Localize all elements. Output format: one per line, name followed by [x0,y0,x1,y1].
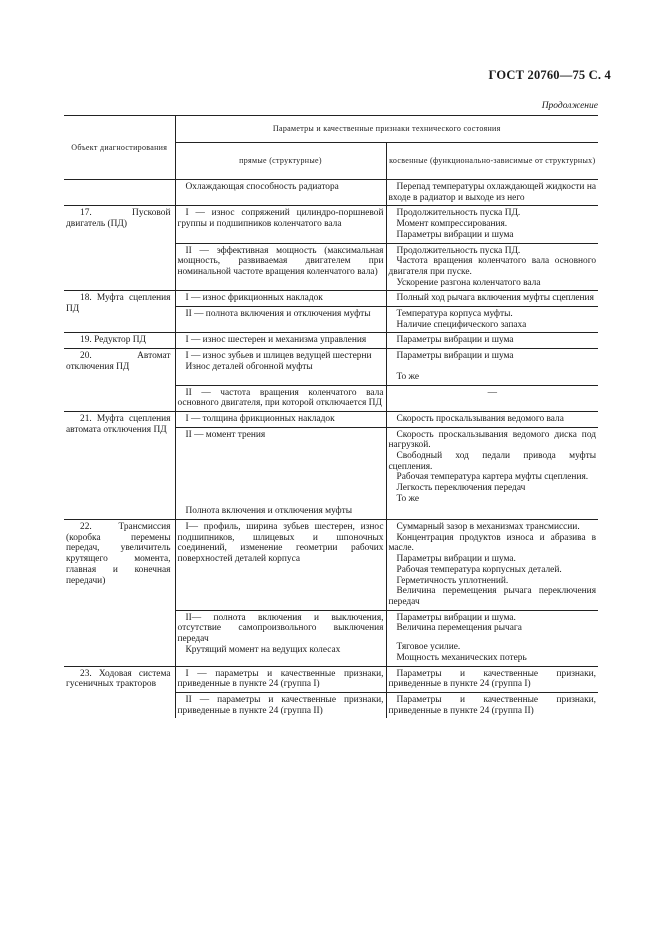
direct-cell: I — толщина фрикционных накладок [175,411,386,427]
table-row [64,206,598,243]
indirect-cell [386,427,598,519]
direct-cell: II — параметры и качественные признаки, приведенные в пункте 24 (группа II) [175,692,386,718]
indirect-cell: Параметры вибрации и шума [386,333,598,349]
object-cell: 19. Редуктор ПД [64,333,175,349]
indirect-cell: Полный ход рычага включения муфты сцепления [386,291,598,307]
indirect-cell [386,349,598,385]
object-cell: 18. Муфта сцепления ПД [64,291,175,333]
direct-cell: I — параметры и качественные признаки, приведенные в пункте 24 (группа I) [175,666,386,692]
table-row [64,520,598,611]
direct-line: II— полнота включения и выключения, отсутствие самопроизвольного выключения передач [177,612,384,645]
direct-line: Полнота включения и отключения муфты [185,506,353,517]
table-row [64,411,598,427]
object-cell: 17. Пусковой двигатель (ПД) [64,206,175,291]
header-row [64,116,598,143]
indirect-line: Величина перемещения рычага переключения передач [388,586,597,607]
indirect-line: Параметры вибрации и шума [396,229,514,240]
indirect-line: Рабочая температура корпусных деталей. [396,564,562,575]
diagnostics-table [64,115,598,718]
indirect-line: Свободный ход педали привода муфты сцепления. [388,451,597,472]
indirect-line: Наличие специфического запаха [396,319,527,330]
indirect-line: Параметры вибрации и шума. [396,554,516,565]
indirect-cell [386,206,598,243]
table-row [64,333,598,349]
page-header: ГОСТ 20760—75 С. 4 [488,68,611,82]
object-cell: 21. Муфта сцепления автомата отключения ПД [64,411,175,519]
object-cell [64,180,175,206]
direct-cell: Охлаждающая способность радиатора [175,180,386,206]
continuation-label: Продолжение [541,101,598,111]
indirect-line: Ускорение разгона коленчатого вала [396,277,541,288]
indirect-line: То же [396,493,420,504]
indirect-cell: Скорость проскальзывания ведомого вала [386,411,598,427]
indirect-line: Тяговое усилие. [396,642,461,653]
indirect-cell: — [386,385,598,411]
indirect-line: Продолжительность пуска ПД. [396,245,521,256]
col-params-header: Параметры и качественные признаки технического состояния [175,116,598,143]
indirect-line: Продолжительность пуска ПД. [396,208,521,219]
direct-cell: I— профиль, ширина зубьев шестерен, износ подшипников, шлицевых и шпоночных соединений, изменение геометрии рабочих поверхностей деталей корпуса [175,520,386,611]
direct-line: Крутящий момент на ведущих колесах [185,644,341,655]
indirect-line: Параметры вибрации и шума. [396,612,516,623]
table-row [64,666,598,692]
indirect-line: Герметичность уплотнений. [396,575,509,586]
object-cell: 20. Автомат отключения ПД [64,349,175,412]
indirect-line: Рабочая температура картера муфты сцепления. [396,472,589,483]
indirect-line: Суммарный зазор в механизмах трансмиссии. [396,522,580,533]
direct-cell: II — полнота включения и отключения муфты [175,307,386,333]
indirect-line: Мощность механических потерь [396,652,527,663]
direct-cell [175,610,386,666]
indirect-line: Момент компрессирования. [396,219,508,230]
indirect-cell [386,307,598,333]
indirect-line: Величина перемещения рычага [396,623,522,634]
indirect-line: Скорость проскальзывания ведомого диска под нагрузкой. [388,429,597,451]
indirect-line: Частота вращения коленчатого вала основного двигателя при пуске. [388,256,597,277]
indirect-line: Легкость переключения передач [396,483,526,494]
object-cell: 22. Трансмиссия (коробка перемены передач, увеличитель крутящего момента, главная и конечная передачи) [64,520,175,666]
indirect-line: Параметры вибрации и шума [396,351,514,362]
indirect-cell: Параметры и качественные признаки, приведенные в пункте 24 (группа I) [386,666,598,692]
col-indirect-header: косвенные (функционально-зависимые от структурных) [386,143,598,180]
indirect-cell [386,520,598,611]
object-cell: 23. Ходовая система гусеничных тракторов [64,666,175,718]
indirect-cell: Параметры и качественные признаки, приведенные в пункте 24 (группа II) [386,692,598,718]
direct-line: I — износ зубьев и шлицев ведущей шестерни [185,351,372,362]
table-row [64,349,598,385]
direct-cell: II — эффективная мощность (максимальная мощность, развиваемая двигателем при номинальной частоте вращения коленчатого вала) [175,243,386,291]
direct-cell [175,349,386,385]
col-direct-header: прямые (структурные) [175,143,386,180]
table-row [64,180,598,206]
indirect-cell: Перепад температуры охлаждающей жидкости на входе в радиатор и выходе из него [386,180,598,206]
direct-cell [175,427,386,519]
indirect-cell [386,243,598,291]
direct-line: II — момент трения [185,429,266,440]
table-row [64,291,598,307]
direct-cell: II — частота вращения коленчатого вала основного двигателя, при которой отключается ПД [175,385,386,411]
direct-cell: I — износ шестерен и механизма управления [175,333,386,349]
direct-cell: I — износ сопряжений цилиндро-поршневой группы и подшипников коленчатого вала [175,206,386,243]
direct-line: Износ деталей обгонной муфты [185,361,313,372]
indirect-line: Концентрация продуктов износа и абразива в масле. [388,532,597,554]
col-object-header: Объект диагностирования [64,116,175,180]
direct-cell: I — износ фрикционных накладок [175,291,386,307]
indirect-cell [386,610,598,666]
indirect-line: Температура корпуса муфты. [396,309,513,320]
indirect-line: То же [396,371,420,382]
